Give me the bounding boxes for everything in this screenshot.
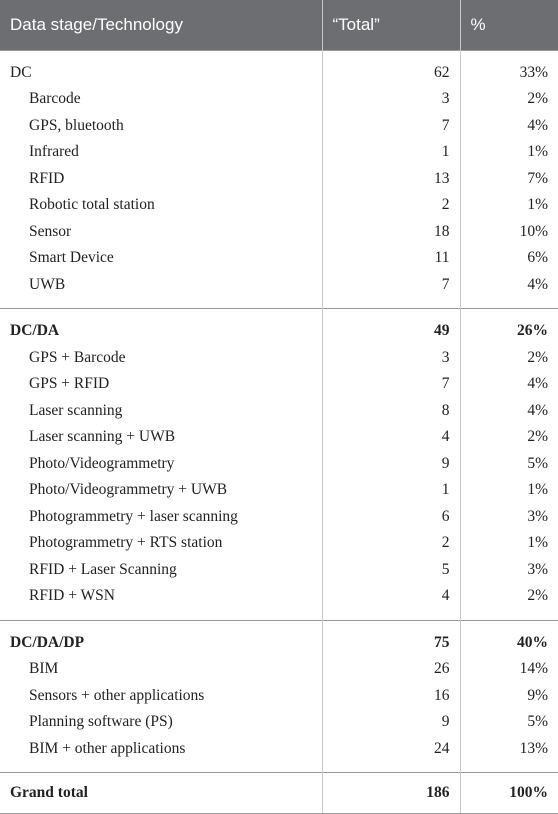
row-pct: 4% — [460, 371, 558, 398]
row-pct: 3% — [460, 557, 558, 584]
row-pct: 1% — [460, 477, 558, 504]
row-label: DC — [0, 50, 322, 86]
table-row — [0, 398, 558, 425]
table-row — [0, 219, 558, 246]
row-pct: 9% — [460, 683, 558, 710]
row-total: 13 — [322, 166, 460, 193]
table-row — [0, 371, 558, 398]
row-total: 3 — [322, 345, 460, 372]
row-total: 16 — [322, 683, 460, 710]
row-label: Robotic total station — [29, 196, 155, 214]
row-label: Infrared — [29, 143, 79, 161]
row-pct: 2% — [460, 424, 558, 451]
table-row — [0, 166, 558, 193]
row-total: 24 — [322, 736, 460, 773]
table-row — [0, 477, 558, 504]
table-row — [0, 272, 558, 309]
table-row — [0, 192, 558, 219]
row-label: Barcode — [29, 90, 81, 108]
row-total: 6 — [322, 504, 460, 531]
row-label: Photogrammetry + RTS station — [29, 534, 223, 552]
table-row — [0, 557, 558, 584]
row-label: Laser scanning + UWB — [29, 428, 176, 446]
row-pct: 13% — [460, 736, 558, 773]
row-label: Photo/Videogrammetry + UWB — [29, 481, 228, 499]
row-total: 49 — [322, 309, 460, 345]
row-label: RFID + Laser Scanning — [29, 560, 177, 578]
row-total: 186 — [322, 773, 460, 814]
table-row — [0, 736, 558, 773]
row-label: DC/DA — [0, 309, 322, 345]
row-total: 1 — [322, 139, 460, 166]
row-total: 8 — [322, 398, 460, 425]
row-total: 11 — [322, 245, 460, 272]
table-row — [0, 424, 558, 451]
row-label: Sensors + other applications — [29, 686, 205, 704]
row-pct: 2% — [460, 86, 558, 113]
row-total: 1 — [322, 477, 460, 504]
row-pct: 4% — [460, 272, 558, 309]
row-total: 9 — [322, 709, 460, 736]
table-row — [0, 656, 558, 683]
table-row — [0, 683, 558, 710]
table-row — [0, 245, 558, 272]
row-total: 75 — [322, 620, 460, 656]
header-pct: % — [460, 0, 558, 50]
row-pct: 14% — [460, 656, 558, 683]
table-row — [0, 345, 558, 372]
row-label: Photogrammetry + laser scanning — [29, 507, 238, 525]
row-pct: 40% — [460, 620, 558, 656]
table-row — [0, 451, 558, 478]
row-label: Laser scanning — [29, 401, 123, 419]
row-label: Smart Device — [29, 249, 114, 267]
row-label: BIM — [29, 660, 59, 678]
header-stage: Data stage/Technology — [10, 14, 183, 34]
row-pct: 26% — [460, 309, 558, 345]
header-total: “Total” — [322, 0, 460, 50]
header-row — [0, 0, 558, 50]
row-pct: 2% — [460, 583, 558, 620]
row-total: 3 — [322, 86, 460, 113]
table-body — [0, 50, 558, 814]
row-total: 2 — [322, 192, 460, 219]
group-row — [0, 50, 558, 86]
row-pct: 2% — [460, 345, 558, 372]
row-total: 5 — [322, 557, 460, 584]
row-total: 4 — [322, 424, 460, 451]
row-pct: 4% — [460, 398, 558, 425]
row-label: DC/DA/DP — [0, 620, 322, 656]
row-total: 9 — [322, 451, 460, 478]
table-header — [0, 0, 558, 50]
table-row — [0, 530, 558, 557]
row-label: BIM + other applications — [29, 739, 186, 757]
row-pct: 4% — [460, 113, 558, 140]
row-pct: 100% — [460, 773, 558, 814]
row-label: Grand total — [0, 773, 322, 814]
row-pct: 1% — [460, 192, 558, 219]
row-total: 4 — [322, 583, 460, 620]
row-total: 7 — [322, 272, 460, 309]
row-pct: 6% — [460, 245, 558, 272]
table-row — [0, 86, 558, 113]
row-pct: 5% — [460, 709, 558, 736]
row-pct: 3% — [460, 504, 558, 531]
row-pct: 5% — [460, 451, 558, 478]
row-label: Sensor — [29, 222, 72, 240]
group-row — [0, 620, 558, 656]
row-pct: 10% — [460, 219, 558, 246]
grand-total-row — [0, 773, 558, 814]
row-label: UWB — [29, 275, 66, 293]
table-row — [0, 709, 558, 736]
row-label: Photo/Videogrammetry — [29, 454, 175, 472]
row-label: Planning software (PS) — [29, 713, 173, 731]
table-row — [0, 583, 558, 620]
row-pct: 7% — [460, 166, 558, 193]
group-row — [0, 309, 558, 345]
row-pct: 1% — [460, 139, 558, 166]
row-label: GPS + RFID — [29, 375, 110, 393]
row-total: 7 — [322, 371, 460, 398]
row-label: RFID — [29, 169, 65, 187]
row-label: GPS + Barcode — [29, 348, 126, 366]
row-label: RFID + WSN — [29, 587, 115, 605]
row-pct: 1% — [460, 530, 558, 557]
row-label: GPS, bluetooth — [29, 116, 124, 134]
row-total: 26 — [322, 656, 460, 683]
row-total: 18 — [322, 219, 460, 246]
row-pct: 33% — [460, 50, 558, 86]
table-row — [0, 504, 558, 531]
row-total: 2 — [322, 530, 460, 557]
row-total: 62 — [322, 50, 460, 86]
table-row — [0, 113, 558, 140]
table-row — [0, 139, 558, 166]
row-total: 7 — [322, 113, 460, 140]
